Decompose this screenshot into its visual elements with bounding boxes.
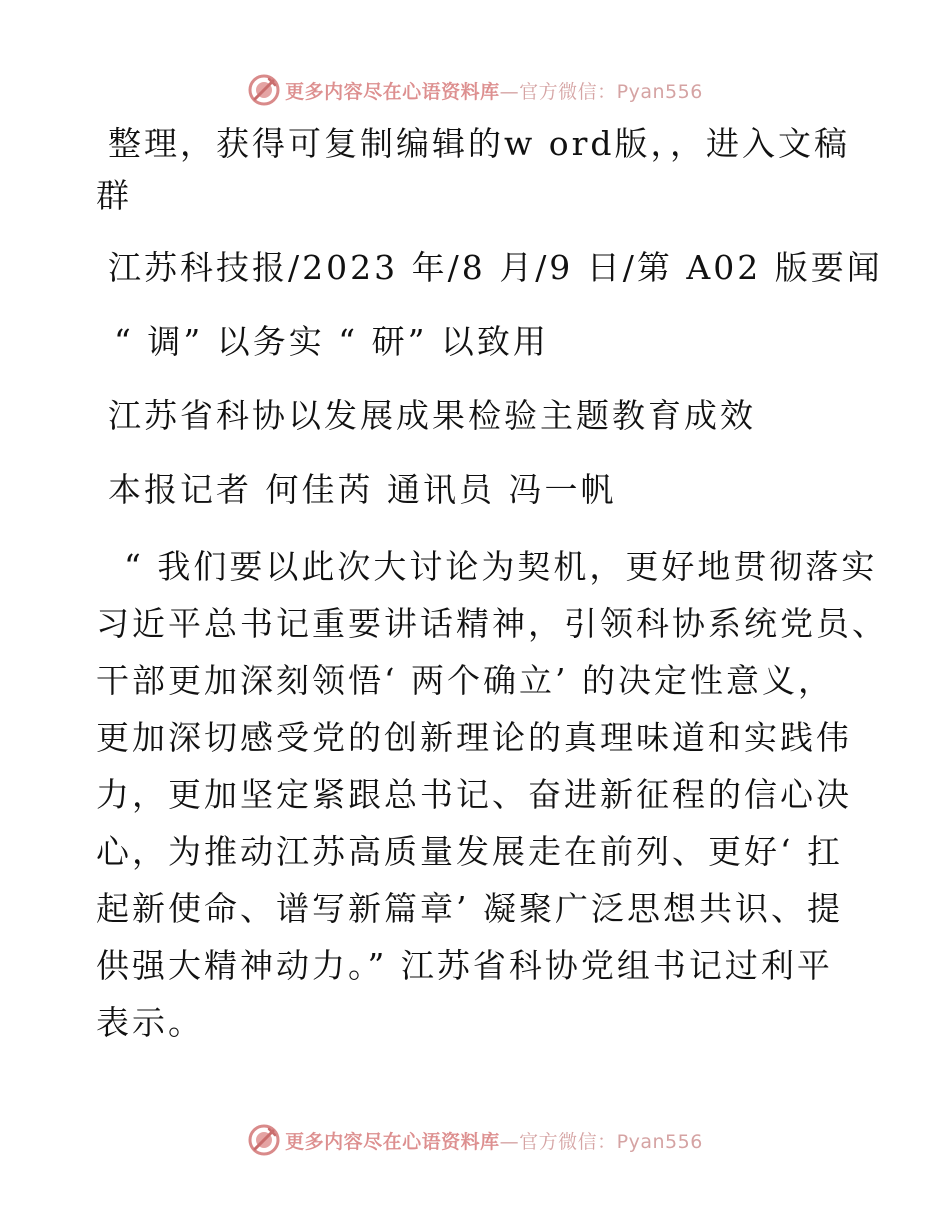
footer-watermark [0, 1122, 950, 1158]
publication-meta: 江苏科技报/2023 年/8 月/9 日/第 A02 版要闻 [108, 248, 883, 287]
document-body [96, 118, 888, 1051]
paragraph-line: 干部更加深刻领悟‘ 两个确立’ 的决定性意义， [96, 661, 834, 700]
watermark-contact: —官方微信：Pyan556 [499, 1130, 703, 1153]
paragraph-line: “ 我们要以此次大讨论为契机，更好地贯彻落实 [124, 547, 878, 586]
watermark-brand: 更多内容尽在心语资料库 [285, 80, 500, 103]
article-headline: “ 调” 以务实 “ 研” 以致用 [114, 322, 549, 361]
watermark-contact: —官方微信：Pyan556 [499, 80, 703, 103]
intro-line-2: 群 [96, 176, 132, 215]
paragraph-line: 习近平总书记重要讲话精神，引领科协系统党员、 [96, 604, 888, 643]
article-paragraph [96, 538, 888, 1051]
pen-logo-icon [247, 73, 281, 107]
paragraph-line: 起新使命、谱写新篇章’ 凝聚广泛思想共识、提 [96, 889, 843, 928]
header-watermark [0, 72, 950, 108]
article-byline: 本报记者 何佳芮 通讯员 冯一帆 [108, 470, 617, 509]
watermark-text [285, 77, 703, 104]
paragraph-line: 更加深切感受党的创新理论的真理味道和实践伟 [96, 718, 852, 757]
watermark-text [285, 1127, 703, 1154]
paragraph-line: 表示。 [96, 1003, 204, 1042]
pen-logo-icon [247, 1123, 281, 1157]
paragraph-line: 供强大精神动力。” 江苏省科协党组书记过利平 [96, 946, 833, 985]
intro-line-1: 整理，获得可复制编辑的w ord版，，进入文稿 [108, 124, 851, 163]
watermark-brand: 更多内容尽在心语资料库 [285, 1130, 500, 1153]
paragraph-line: 力，更加坚定紧跟总书记、奋进新征程的信心决 [96, 775, 852, 814]
paragraph-line: 心，为推动江苏高质量发展走在前列、更好‘ 扛 [96, 832, 843, 871]
article-subheadline: 江苏省科协以发展成果检验主题教育成效 [108, 396, 756, 435]
intro-paragraph [96, 118, 851, 222]
